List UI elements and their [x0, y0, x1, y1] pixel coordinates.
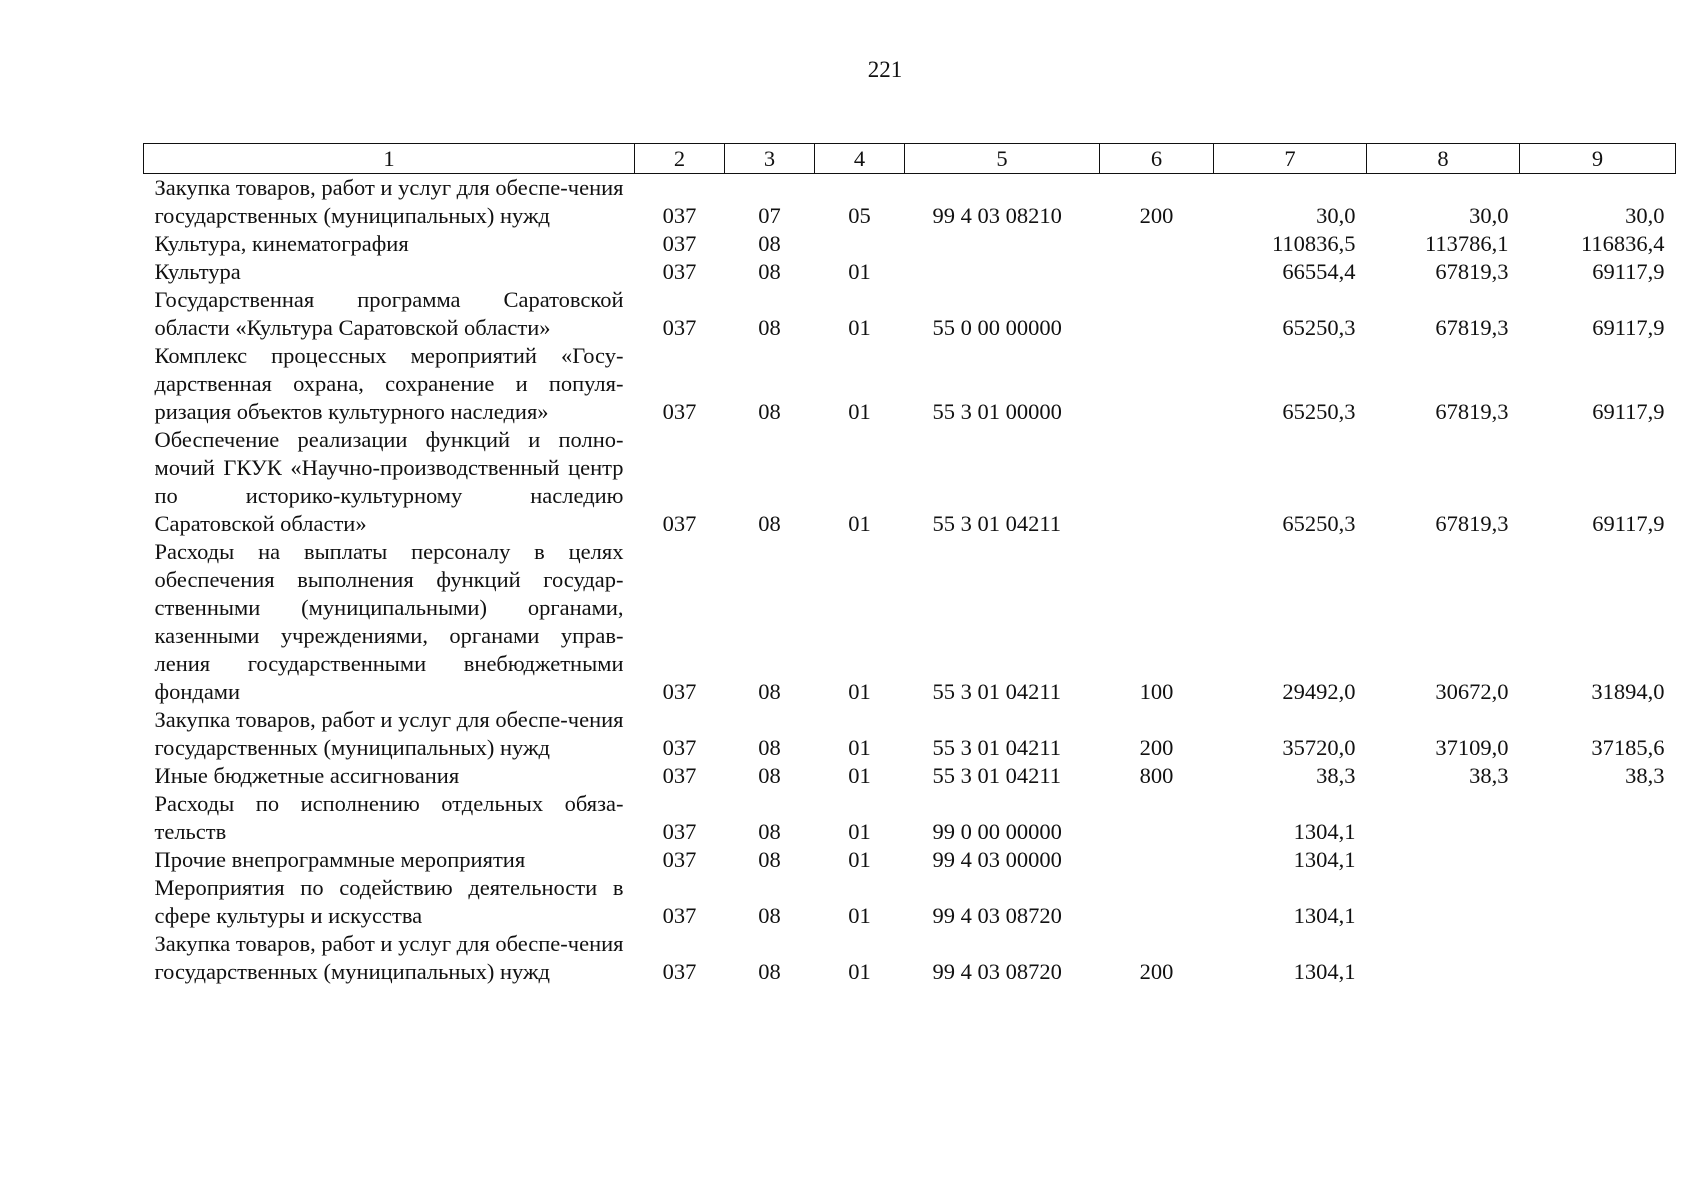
cell-amount-9 [1520, 790, 1676, 846]
cell-amount-7: 110836,5 [1271, 231, 1356, 256]
cell-amount-7: 29492,0 [1282, 679, 1356, 704]
cell-target-article: 55 0 00 00000 [932, 315, 1062, 340]
row-name: Иные бюджетные ассигнования [154, 763, 460, 788]
cell-subsection: 01 [848, 259, 871, 284]
table-row [144, 286, 1676, 342]
cell-section: 08 [758, 735, 781, 760]
cell-expense-type: 200 [1139, 203, 1174, 228]
cell-amount-8: 67819,3 [1435, 315, 1509, 340]
cell-subsection: 05 [848, 203, 871, 228]
header-cell-9: 9 [1520, 144, 1676, 174]
cell-ministry: 037 [662, 203, 697, 228]
cell-section: 08 [758, 315, 781, 340]
cell-target-article: 55 3 01 00000 [932, 399, 1062, 424]
table-row [144, 706, 1676, 762]
cell-expense-type: 200 [1139, 735, 1174, 760]
cell-target-article: 99 4 03 08720 [932, 959, 1062, 984]
cell-section: 08 [758, 259, 781, 284]
cell-section: 08 [758, 903, 781, 928]
cell-expense-type [1100, 874, 1214, 930]
page-number: 221 [867, 57, 903, 82]
cell-amount-7: 65250,3 [1282, 511, 1356, 536]
cell-ministry: 037 [662, 819, 697, 844]
cell-amount-8: 113786,1 [1424, 231, 1509, 256]
cell-expense-type [1100, 790, 1214, 846]
cell-subsection: 01 [848, 819, 871, 844]
table-row [144, 762, 1676, 790]
cell-subsection: 01 [848, 399, 871, 424]
cell-expense-type: 800 [1139, 763, 1174, 788]
header-cell-7: 7 [1214, 144, 1367, 174]
cell-amount-7: 1304,1 [1293, 847, 1356, 872]
cell-amount-8: 30672,0 [1435, 679, 1509, 704]
cell-amount-9: 69117,9 [1592, 399, 1665, 424]
cell-amount-8: 37109,0 [1435, 735, 1509, 760]
cell-section: 08 [758, 959, 781, 984]
cell-target-article: 55 3 01 04211 [932, 763, 1062, 788]
table-row [144, 930, 1676, 986]
table-row [144, 538, 1676, 706]
cell-section: 08 [758, 679, 781, 704]
header-cell-6: 6 [1100, 144, 1214, 174]
header-cell-3: 3 [725, 144, 815, 174]
cell-amount-9 [1520, 846, 1676, 874]
cell-subsection: 01 [848, 511, 871, 536]
cell-section: 07 [758, 203, 781, 228]
row-name: Закупка товаров, работ и услуг для обеспе-чения государственных (муниципальных) нужд [154, 707, 624, 760]
row-name: Культура, кинематография [154, 231, 409, 256]
row-name: Обеспечение реализации функций и полно-мочий ГКУК «Научно-производственный центр по историко-культурному наследию Саратовской области» [154, 427, 624, 536]
cell-amount-9 [1520, 874, 1676, 930]
cell-subsection: 01 [848, 735, 871, 760]
cell-ministry: 037 [662, 847, 697, 872]
cell-section: 08 [758, 231, 781, 256]
header-row [144, 144, 1676, 174]
row-name: Прочие внепрограммные мероприятия [154, 847, 526, 872]
cell-target-article [905, 258, 1100, 286]
cell-target-article: 99 4 03 08720 [932, 903, 1062, 928]
cell-ministry: 037 [662, 231, 697, 256]
cell-ministry: 037 [662, 959, 697, 984]
cell-ministry: 037 [662, 679, 697, 704]
cell-expense-type [1100, 846, 1214, 874]
cell-amount-9 [1520, 930, 1676, 986]
cell-target-article: 55 3 01 04211 [932, 735, 1062, 760]
cell-subsection: 01 [848, 847, 871, 872]
cell-amount-7: 35720,0 [1282, 735, 1356, 760]
cell-amount-9: 37185,6 [1591, 735, 1665, 760]
cell-amount-9: 69117,9 [1592, 315, 1665, 340]
cell-amount-8 [1367, 790, 1520, 846]
row-name: Расходы на выплаты персоналу в целях обеспечения выполнения функций государ-ственными (муниципальными) органами, казенными учреждениями, органами управ-ления государственными внебюджетными фондами [154, 539, 624, 704]
header-cell-1: 1 [144, 144, 635, 174]
header-cell-5: 5 [905, 144, 1100, 174]
cell-expense-type: 100 [1139, 679, 1174, 704]
row-name: Закупка товаров, работ и услуг для обеспе-чения государственных (муниципальных) нужд [154, 175, 624, 228]
row-name: Комплекс процессных мероприятий «Госу-дарственная охрана, сохранение и популя-ризация объектов культурного наследия» [154, 343, 624, 424]
cell-amount-8: 30,0 [1469, 203, 1509, 228]
cell-subsection: 01 [848, 763, 871, 788]
header-cell-8: 8 [1367, 144, 1520, 174]
table-row [144, 426, 1676, 538]
cell-expense-type: 200 [1139, 959, 1174, 984]
cell-target-article [905, 230, 1100, 258]
cell-ministry: 037 [662, 763, 697, 788]
cell-ministry: 037 [662, 399, 697, 424]
cell-ministry: 037 [662, 259, 697, 284]
table-row [144, 874, 1676, 930]
table-row [144, 230, 1676, 258]
table-row [144, 846, 1676, 874]
table-row [144, 174, 1676, 231]
cell-amount-8 [1367, 874, 1520, 930]
cell-target-article: 55 3 01 04211 [932, 679, 1062, 704]
cell-ministry: 037 [662, 903, 697, 928]
table-body [144, 174, 1676, 987]
cell-subsection: 01 [848, 679, 871, 704]
cell-target-article: 99 4 03 00000 [932, 847, 1062, 872]
table-row [144, 258, 1676, 286]
cell-amount-9: 30,0 [1625, 203, 1665, 228]
cell-subsection: 01 [848, 903, 871, 928]
cell-expense-type [1100, 258, 1214, 286]
cell-amount-7: 1304,1 [1293, 959, 1356, 984]
cell-target-article: 99 0 00 00000 [932, 819, 1062, 844]
row-name: Мероприятия по содействию деятельности в сфере культуры и искусства [154, 875, 624, 928]
cell-amount-7: 1304,1 [1293, 903, 1356, 928]
cell-amount-9: 31894,0 [1591, 679, 1665, 704]
cell-ministry: 037 [662, 315, 697, 340]
row-name: Расходы по исполнению отдельных обяза-тельств [154, 791, 624, 844]
cell-ministry: 037 [662, 511, 697, 536]
cell-target-article: 55 3 01 04211 [932, 511, 1062, 536]
cell-expense-type [1100, 426, 1214, 538]
cell-ministry: 037 [662, 735, 697, 760]
cell-expense-type [1100, 230, 1214, 258]
cell-section: 08 [758, 399, 781, 424]
cell-section: 08 [758, 511, 781, 536]
cell-amount-8 [1367, 846, 1520, 874]
cell-amount-8: 67819,3 [1435, 511, 1509, 536]
row-name: Культура [154, 259, 241, 284]
cell-section: 08 [758, 847, 781, 872]
header-cell-2: 2 [635, 144, 725, 174]
cell-amount-8: 38,3 [1469, 763, 1509, 788]
cell-subsection [815, 230, 905, 258]
cell-expense-type [1100, 342, 1214, 426]
cell-amount-9: 69117,9 [1592, 259, 1665, 284]
cell-amount-7: 65250,3 [1282, 315, 1356, 340]
cell-section: 08 [758, 763, 781, 788]
cell-amount-7: 65250,3 [1282, 399, 1356, 424]
row-name: Закупка товаров, работ и услуг для обеспе-чения государственных (муниципальных) нужд [154, 931, 624, 984]
cell-amount-9: 38,3 [1625, 763, 1665, 788]
cell-amount-7: 66554,4 [1282, 259, 1356, 284]
cell-amount-8: 67819,3 [1435, 259, 1509, 284]
cell-amount-9: 116836,4 [1580, 231, 1665, 256]
cell-section: 08 [758, 819, 781, 844]
table-header [144, 144, 1676, 174]
cell-amount-7: 30,0 [1316, 203, 1356, 228]
cell-expense-type [1100, 286, 1214, 342]
cell-subsection: 01 [848, 959, 871, 984]
cell-amount-7: 1304,1 [1293, 819, 1356, 844]
cell-amount-7: 38,3 [1316, 763, 1356, 788]
cell-subsection: 01 [848, 315, 871, 340]
cell-amount-9: 69117,9 [1592, 511, 1665, 536]
cell-amount-8: 67819,3 [1435, 399, 1509, 424]
row-name: Государственная программа Саратовской области «Культура Саратовской области» [154, 287, 624, 340]
header-cell-4: 4 [815, 144, 905, 174]
table-row [144, 342, 1676, 426]
cell-target-article: 99 4 03 08210 [932, 203, 1062, 228]
table-row [144, 790, 1676, 846]
cell-amount-8 [1367, 930, 1520, 986]
budget-table [143, 143, 1676, 986]
